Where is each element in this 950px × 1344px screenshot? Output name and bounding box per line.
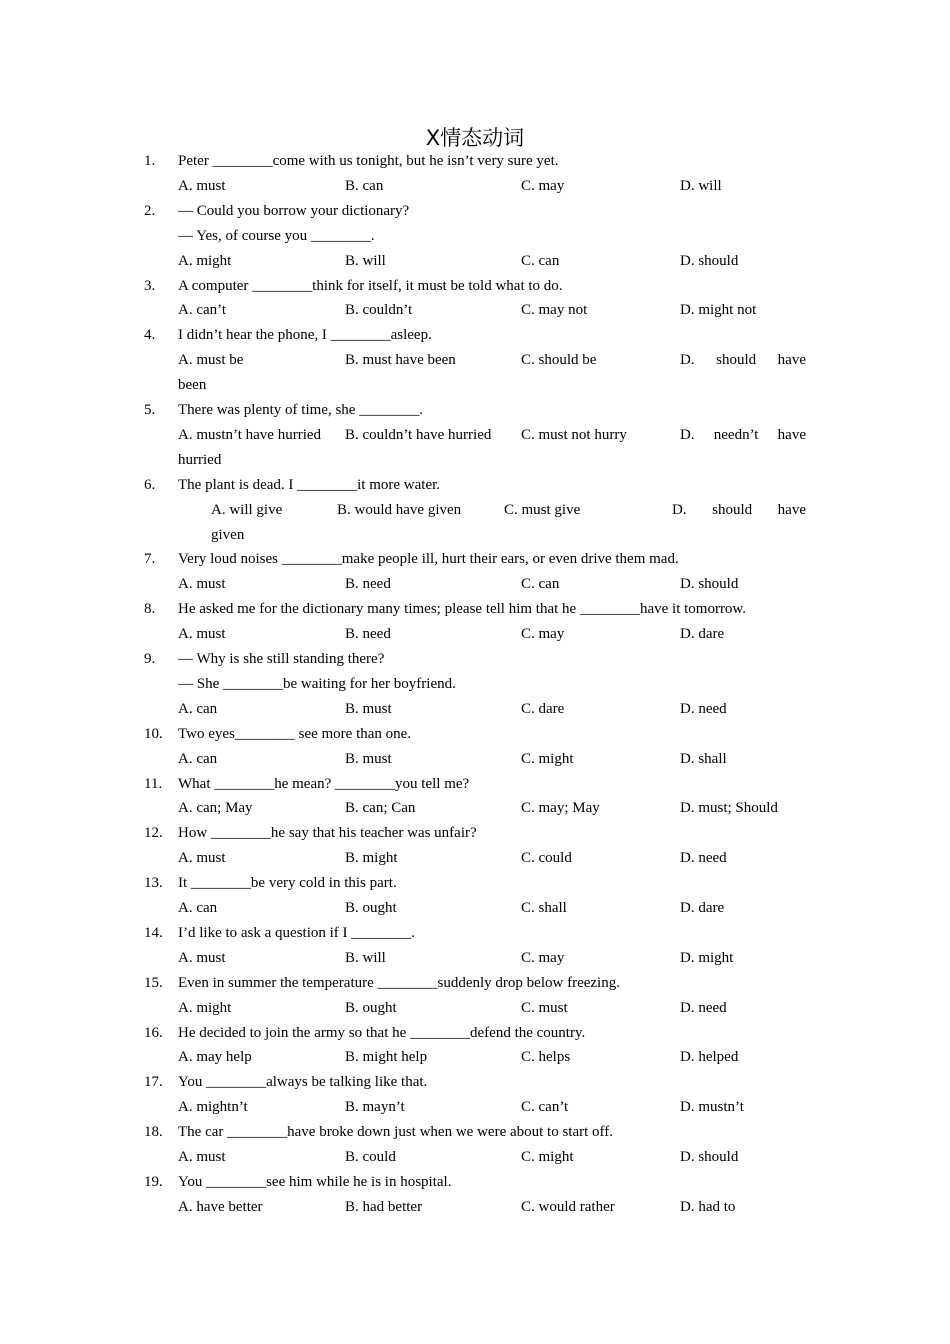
question-stem: It ________be very cold in this part. [178,875,397,892]
option-a: A. must [178,850,226,867]
option-d: D. should [680,576,739,593]
option-c: C. must give [504,501,581,518]
option-c: C. may [521,949,565,966]
question-number: 18. [144,1124,163,1141]
question-stem: The car ________have broke down just when we were about to start off. [178,1124,614,1141]
option-d: D. mustn’t [680,1099,744,1116]
option-a: A. can [178,700,218,717]
option-d [680,348,806,373]
question-stem: You ________see him while he is in hospital. [178,1173,452,1190]
question-number: 11. [144,775,163,792]
option-c: C. may [521,177,565,194]
question-number: 6. [144,476,156,493]
option-b: B. couldn’t [345,302,413,319]
question-stem: There was plenty of time, she ________. [178,402,423,418]
option-c: C. can [521,576,560,593]
option-d-continued: been [178,377,207,394]
option-b: B. ought [345,900,397,916]
option-a: A. must [178,949,226,966]
option-b: B. would have given [337,501,462,518]
option-b: B. need [345,576,391,593]
question-number: 17. [144,1074,163,1091]
question-stem: What ________he mean? ________you tell me? [178,775,470,792]
option-c: C. could [521,850,572,867]
question-stem: — Could you borrow your dictionary? [178,202,410,219]
option-a: A. might [178,252,232,269]
question-stem: A computer ________think for itself, it must be told what to do. [178,277,563,294]
option-b: B. will [345,252,386,269]
question-number: 15. [144,974,163,991]
option-b: B. must have been [345,352,456,369]
question-number: 10. [144,725,163,742]
question-number: 8. [144,601,156,618]
option-d-continued: given [211,526,245,543]
question-stem: The plant is dead. I ________it more water. [178,476,441,493]
option-b: B. can; Can [345,800,416,817]
option-a: A. must [178,626,226,643]
option-c: C. should be [521,352,597,369]
option-d: D. need [680,999,727,1016]
option-word: should [712,501,753,518]
option-c: C. must not hurry [521,426,627,443]
question-number: 3. [144,277,156,294]
option-word: D. [680,352,695,369]
option-d [672,498,806,523]
option-d [680,423,806,448]
option-b: B. couldn’t have hurried [345,426,492,443]
option-a: A. can [178,750,218,767]
question-number: 9. [144,651,156,667]
question-number: 16. [144,1024,163,1041]
question-stem: How ________he say that his teacher was unfair? [178,825,477,842]
option-word: have [777,426,806,443]
option-c: C. may not [521,302,588,319]
option-b: B. need [345,626,391,643]
option-c: C. might [521,1149,574,1165]
option-b: B. might [345,850,398,867]
option-c: C. dare [521,700,565,717]
option-d: D. should [680,1149,739,1165]
option-b: B. can [345,177,384,194]
option-a: A. will give [211,501,283,518]
option-word: should [716,352,757,369]
option-c: C. can [521,252,560,269]
option-a: A. mightn’t [178,1099,248,1116]
option-word: needn’t [713,426,759,443]
question-number: 5. [144,402,156,418]
question-number: 7. [144,551,156,568]
question-stem: Very loud noises ________make people ill, hurt their ears, or even drive them mad. [178,551,679,568]
question-stem: I’d like to ask a question if I ________. [178,924,416,941]
question-stem: Even in summer the temperature ________suddenly drop below freezing. [178,974,620,991]
page-title: X情态动词 [425,126,525,150]
option-d: D. should [680,252,739,269]
option-d: D. dare [680,900,725,916]
question-stem: He asked me for the dictionary many times; please tell him that he ________have it tomorrow. [178,601,747,618]
option-d: D. might [680,949,734,966]
question-number: 14. [144,924,163,941]
option-c: C. may [521,626,565,643]
option-word: D. [680,426,695,443]
option-d: D. must; Should [680,800,778,817]
option-d: D. need [680,850,727,867]
option-d: D. dare [680,626,725,643]
option-d: D. helped [680,1049,739,1066]
option-d: D. need [680,700,727,717]
option-d: D. shall [680,750,727,767]
option-a: A. must be [178,352,244,369]
question-stem: You ________always be talking like that. [178,1074,428,1091]
option-word: have [777,352,806,369]
option-a: A. can [178,900,218,916]
option-c: C. helps [521,1049,571,1066]
option-b: B. might help [345,1049,428,1066]
option-b: B. had better [345,1198,423,1215]
option-c: C. would rather [521,1198,615,1215]
option-b: B. could [345,1149,396,1165]
option-d: D. had to [680,1198,736,1215]
question-number: 19. [144,1173,163,1190]
option-b: B. mayn’t [345,1099,405,1116]
option-a: A. must [178,177,226,194]
option-a: A. have better [178,1198,263,1215]
question-stem: He decided to join the army so that he ________defend the country. [178,1024,586,1041]
option-c: C. might [521,750,574,767]
option-b: B. ought [345,999,397,1016]
question-stem: — Yes, of course you ________. [178,227,375,244]
option-word: D. [672,501,687,518]
option-c: C. may; May [521,800,600,817]
option-d-continued: hurried [178,451,222,468]
question-stem: Peter ________come with us tonight, but he isn’t very sure yet. [178,153,559,169]
question-stem: Two eyes________ see more than one. [178,725,412,742]
question-stem: I didn’t hear the phone, I ________asleep. [178,327,432,344]
option-d: D. will [680,177,722,194]
question-number: 4. [144,327,156,344]
option-word: have [777,501,806,518]
option-a: A. can’t [178,302,227,319]
question-number: 12. [144,825,163,842]
option-a: A. might [178,999,232,1016]
question-stem: — Why is she still standing there? [178,651,385,667]
question-number: 1. [144,153,156,169]
option-a: A. mustn’t have hurried [178,426,322,443]
option-c: C. can’t [521,1099,569,1116]
option-d: D. might not [680,302,757,319]
option-a: A. can; May [178,800,253,817]
option-c: C. must [521,999,568,1016]
option-c: C. shall [521,900,567,916]
option-a: A. may help [178,1049,252,1066]
option-a: A. must [178,1149,226,1165]
option-a: A. must [178,576,226,593]
question-number: 13. [144,875,163,892]
question-stem: — She ________be waiting for her boyfriend. [178,675,456,692]
option-b: B. will [345,949,386,966]
question-number: 2. [144,202,156,219]
option-b: B. must [345,750,392,767]
option-b: B. must [345,700,392,717]
